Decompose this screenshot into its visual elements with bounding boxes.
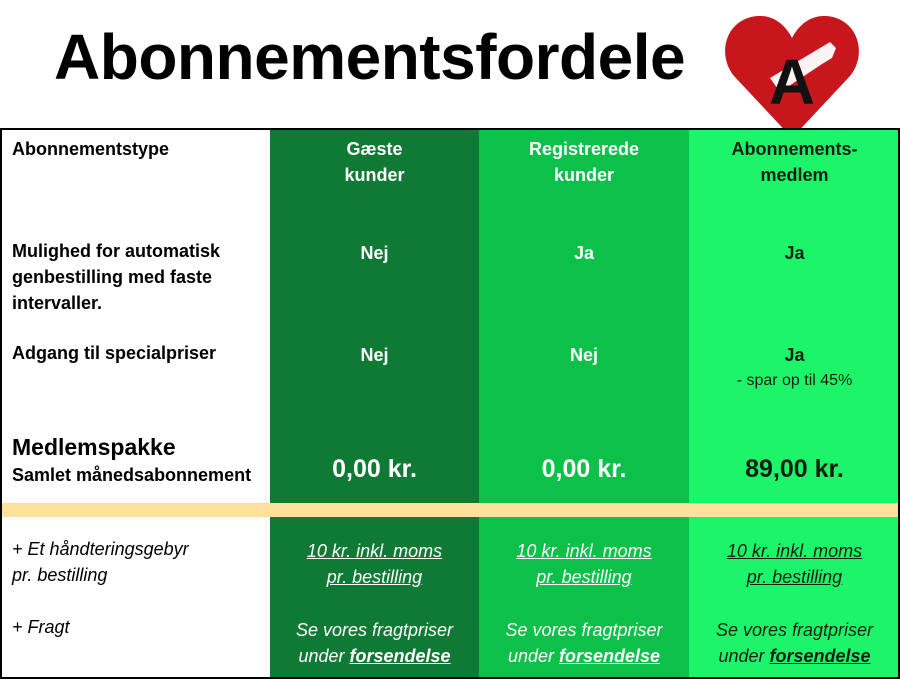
header-member: Abonnements- medlem <box>731 139 858 185</box>
divider-stripe <box>2 503 898 517</box>
label-type: Abonnementstype <box>12 139 170 159</box>
heart-logo-icon <box>724 14 860 140</box>
registered-freight-link[interactable]: forsendelse <box>559 646 661 666</box>
label-column <box>0 128 270 679</box>
member-special-note: - spar op til 45% <box>736 372 853 389</box>
header-guest: Gæste kunder <box>344 139 405 185</box>
member-freight: Se vores fragtpriser under forsendelse <box>715 620 874 666</box>
label-package: Medlemspakke Samlet månedsabonnement <box>12 434 252 485</box>
benefits-table <box>0 128 900 679</box>
guest-price: 0,00 kr. <box>332 455 417 483</box>
registered-price: 0,00 kr. <box>541 455 627 483</box>
registered-column <box>479 128 689 679</box>
label-auto-reorder: Mulighed for automatisk genbestilling med faste intervaller. <box>12 241 221 313</box>
guest-freight: Se vores fragtpriser under forsendelse <box>295 620 454 666</box>
member-special-prices: Ja - spar op til 45% <box>689 342 900 394</box>
label-freight: + Fragt <box>12 617 70 637</box>
logo-letter: A <box>768 46 816 118</box>
registered-auto-reorder: Ja <box>573 243 595 263</box>
label-handling-fee: + Et håndteringsgebyr pr. bestilling <box>12 539 189 585</box>
guest-special-prices: Nej <box>360 345 389 365</box>
label-special-prices: Adgang til specialpriser <box>12 343 217 363</box>
member-freight-link[interactable]: forsendelse <box>769 646 871 666</box>
registered-freight: Se vores fragtpriser under forsendelse <box>505 620 663 666</box>
member-price: 89,00 kr. <box>745 455 844 483</box>
page-title: Abonnementsfordele <box>54 21 686 93</box>
header-registered: Registrerede kunder <box>528 139 640 185</box>
guest-freight-link[interactable]: forsendelse <box>349 646 451 666</box>
registered-special-prices: Nej <box>569 345 598 365</box>
guest-fee: 10 kr. inkl. moms pr. bestilling <box>306 541 443 587</box>
member-auto-reorder: Ja <box>784 243 805 263</box>
guest-auto-reorder: Nej <box>360 243 389 263</box>
registered-fee: 10 kr. inkl. moms pr. bestilling <box>516 541 652 587</box>
member-fee: 10 kr. inkl. moms pr. bestilling <box>726 541 863 587</box>
guest-column <box>270 128 479 679</box>
member-column <box>689 128 900 679</box>
